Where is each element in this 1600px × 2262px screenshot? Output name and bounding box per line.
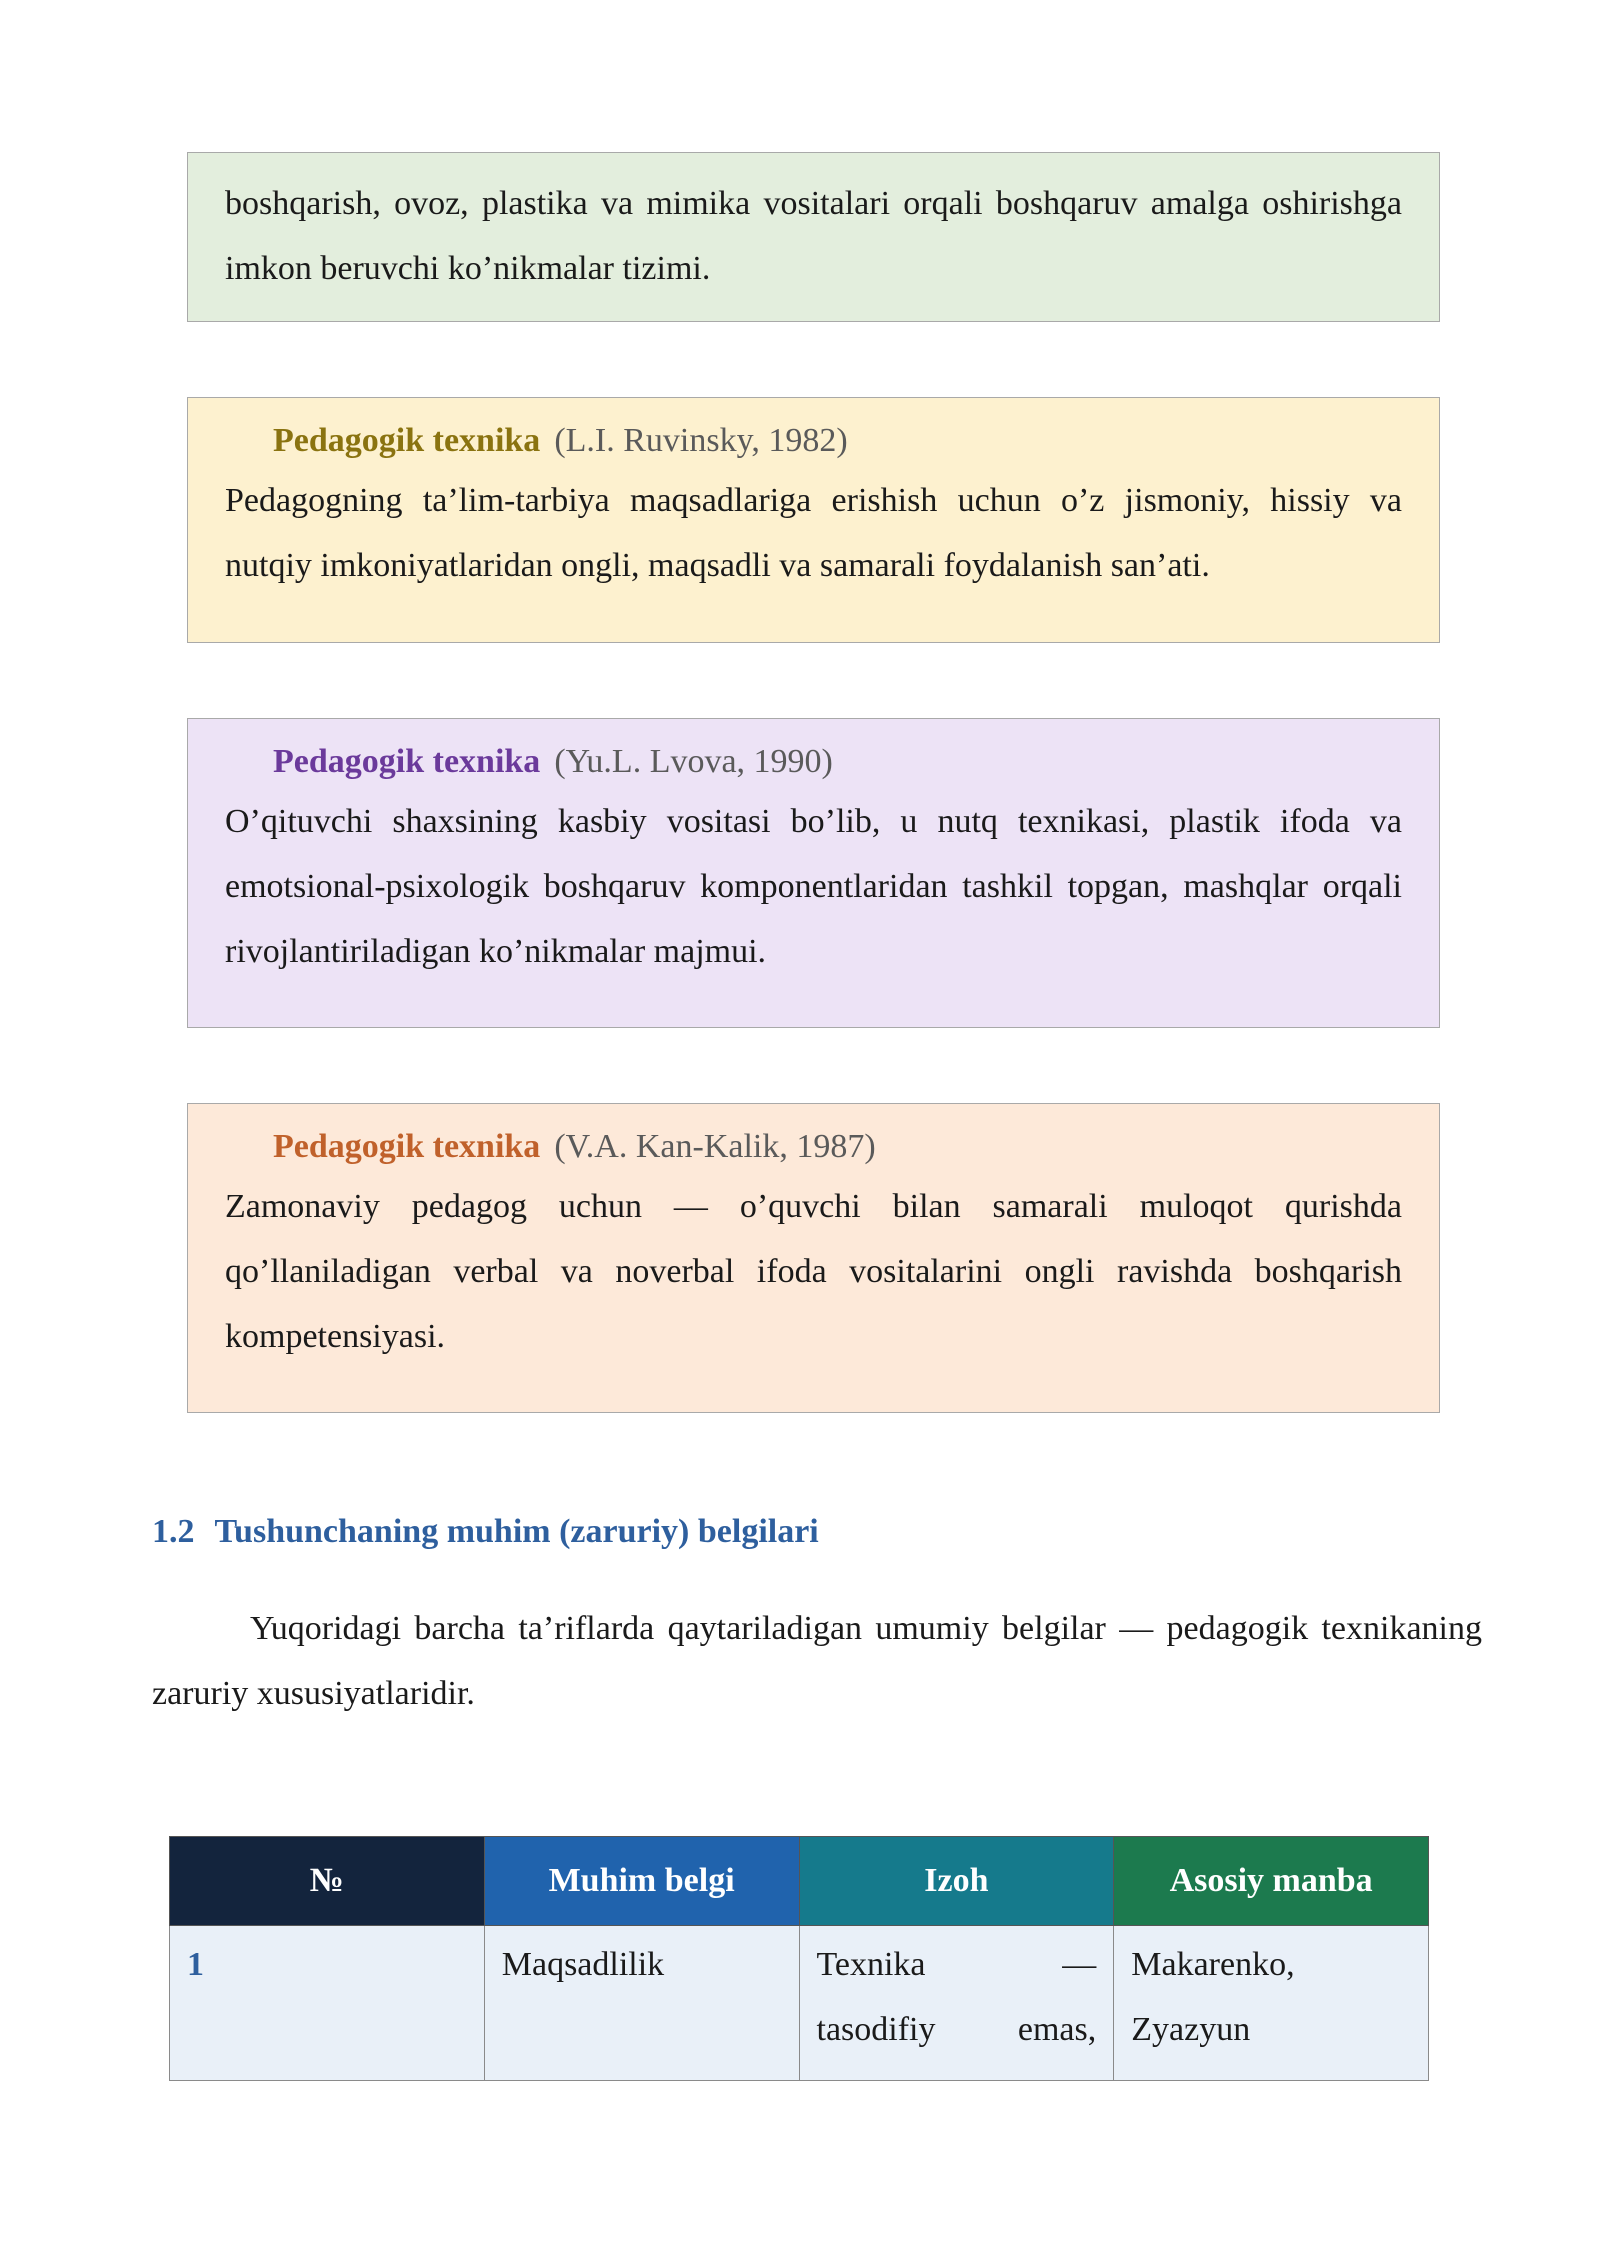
features-table — [169, 1836, 1429, 2081]
column-header-number: № — [170, 1837, 485, 1926]
section-heading — [152, 1508, 819, 1556]
definition-header — [273, 1126, 1402, 1168]
definition-header — [273, 741, 1402, 783]
definition-header — [273, 420, 1402, 462]
section-title: Tushunchaning muhim (zaruriy) belgilari — [214, 1513, 819, 1550]
column-header-note: Izoh — [799, 1837, 1114, 1926]
definition-box-continued — [187, 152, 1440, 322]
cell-source: Makarenko, Zyazyun — [1114, 1926, 1429, 2081]
definition-text: Zamonaviy pedagog uchun — o’quvchi bilan samarali muloqot qurishda qo’llaniladigan verbal va noverbal ifoda vositalarini ongli ravishda boshqarish kompetensiyasi. — [225, 1188, 1402, 1355]
cell-number: 1 — [170, 1926, 485, 2081]
cell-note-line: tasodifiy emas, — [816, 2011, 1097, 2048]
cell-note-line: Texnika — — [816, 1946, 1097, 1983]
definition-box-kan-kalik — [187, 1103, 1440, 1413]
definition-source: (Yu.L. Lvova, 1990) — [554, 743, 833, 780]
column-header-feature: Muhim belgi — [484, 1837, 799, 1926]
definition-source: (V.A. Kan-Kalik, 1987) — [554, 1128, 876, 1165]
column-header-source: Asosiy manba — [1114, 1837, 1429, 1926]
table-header-row — [170, 1837, 1429, 1926]
definition-box-lvova — [187, 718, 1440, 1028]
definition-box-ruvinsky — [187, 397, 1440, 643]
definition-term: Pedagogik texnika — [273, 1128, 541, 1165]
cell-feature: Maqsadlilik — [484, 1926, 799, 2081]
definition-text: O’qituvchi shaxsining kasbiy vositasi bo’lib, u nutq texnikasi, plastik ifoda va emotsional-psixologik boshqaruv komponentlaridan tashkil topgan, mashqlar orqali rivojlantiriladigan ko’nikmalar majmui. — [225, 803, 1402, 970]
cell-note — [799, 1926, 1114, 2081]
definition-text: Pedagogning ta’lim-tarbiya maqsadlariga erishish uchun o’z jismoniy, hissiy va nutqiy imkoniyatlaridan ongli, maqsadli va samarali foydalanish san’ati. — [225, 482, 1402, 584]
definition-source: (L.I. Ruvinsky, 1982) — [554, 422, 848, 459]
section-number: 1.2 — [152, 1513, 195, 1550]
definition-term: Pedagogik texnika — [273, 743, 541, 780]
definition-text: boshqarish, ovoz, plastika va mimika vositalari orqali boshqaruv amalga oshirishga imkon beruvchi ko’nikmalar tizimi. — [225, 185, 1402, 287]
definition-term: Pedagogik texnika — [273, 422, 541, 459]
table-row — [170, 1926, 1429, 2081]
intro-paragraph: Yuqoridagi barcha ta’riflarda qaytariladigan umumiy belgilar — pedagogik texnikaning zaruriy xususiyatlaridir. — [152, 1610, 1482, 1712]
